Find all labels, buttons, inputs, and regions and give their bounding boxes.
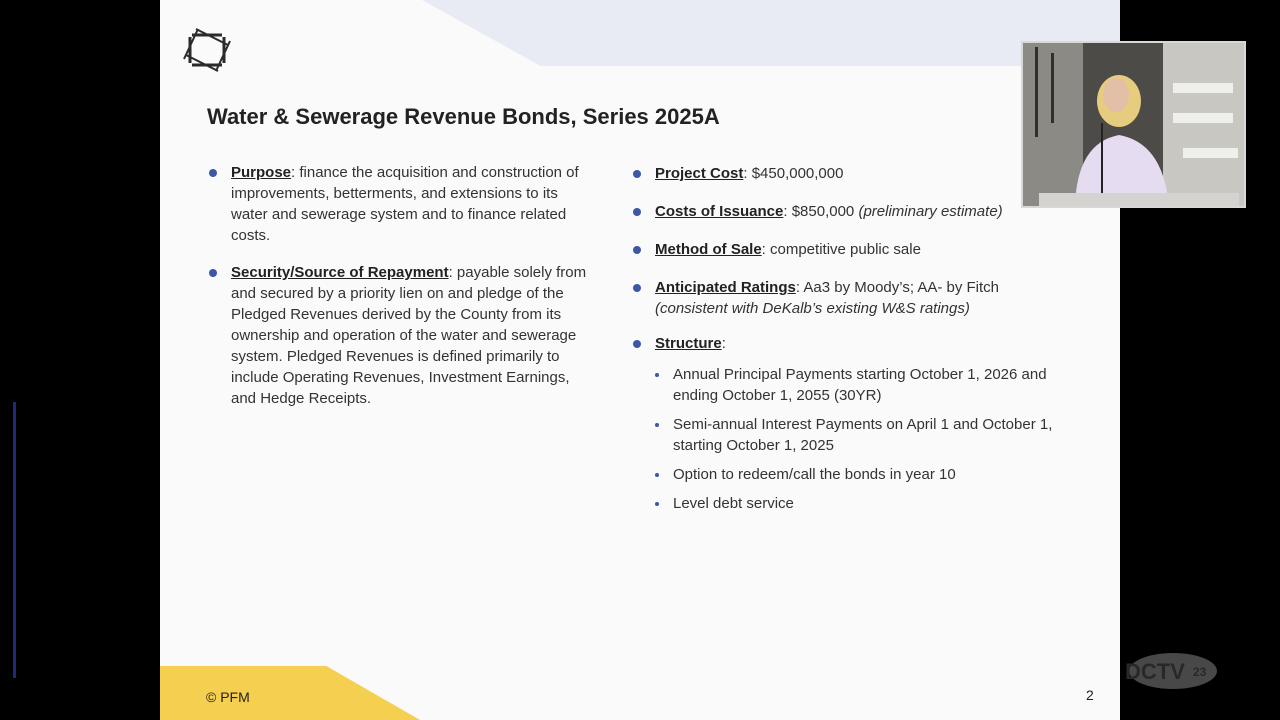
bullet-label: Security/Source of Repayment — [231, 264, 449, 281]
bullet-icon — [633, 284, 641, 292]
slide-title: Water & Sewerage Revenue Bonds, Series 2025A — [207, 104, 720, 129]
bullet-security — [208, 262, 588, 409]
bullet-text: : competitive public sale — [761, 241, 921, 258]
bullet-text: : payable solely from and secured by a priority lien on and pledge of the Pledged Revenues derived by the County from its ownership and operation of the water and sewerage system. Pledged Revenues is defined primarily to include Operating Revenues, Investment Earnings, and Hedge Receipts. — [231, 264, 587, 407]
bullet-label: Project Cost — [655, 165, 744, 182]
structure-item — [632, 364, 1072, 406]
bullet-purpose — [208, 162, 588, 246]
bullet-text: : Aa3 by Moody’s; AA- by Fitch — [795, 279, 1000, 296]
bullet-ratings — [632, 277, 1072, 319]
right-column — [632, 163, 1072, 514]
bullet-icon — [209, 269, 217, 277]
bullet-icon — [633, 208, 641, 216]
structure-item-text: Level debt service — [673, 495, 794, 512]
sub-bullet-icon — [655, 423, 659, 427]
bullet-label: Anticipated Ratings — [655, 279, 796, 296]
left-column — [208, 162, 588, 409]
sub-bullet-icon — [655, 373, 659, 377]
bottom-decor-band — [160, 666, 420, 720]
sub-bullet-icon — [655, 473, 659, 477]
dctv-watermark-icon — [1113, 650, 1219, 692]
page-number: 2 — [1086, 687, 1094, 703]
bullet-text: : $450,000,000 — [743, 165, 844, 182]
speaker-video-frame — [1023, 43, 1244, 206]
structure-item-text: Semi-annual Interest Payments on April 1 and October 1, starting October 1, 2025 — [673, 416, 1053, 454]
edge-bar — [13, 402, 16, 678]
structure-item-text: Option to redeem/call the bonds in year 10 — [673, 466, 956, 483]
top-decor-band — [422, 0, 1120, 66]
bullet-note: (consistent with DeKalb’s existing W&S ratings) — [655, 300, 970, 317]
watermark-channel: 23 — [1193, 665, 1207, 679]
sub-bullet-icon — [655, 502, 659, 506]
footer-copyright: © PFM — [206, 689, 250, 705]
watermark-text: DCTV — [1125, 659, 1185, 684]
bullet-icon — [209, 169, 217, 177]
bullet-text: : finance the acquisition and construction of improvements, betterments, and extensions to its water and sewerage system and to finance related costs. — [231, 164, 579, 244]
bullet-icon — [633, 340, 641, 348]
bullet-method-of-sale — [632, 239, 1072, 260]
bullet-note: (preliminary estimate) — [858, 203, 1003, 220]
pfm-logo-icon — [182, 27, 232, 73]
structure-item — [632, 414, 1072, 456]
bullet-text: : — [721, 335, 726, 352]
speaker-video-inset — [1021, 41, 1246, 208]
bullet-label: Costs of Issuance — [655, 203, 784, 220]
bullet-project-cost — [632, 163, 1072, 184]
bullet-costs-of-issuance — [632, 201, 1072, 222]
structure-item-text: Annual Principal Payments starting October 1, 2026 and ending October 1, 2055 (30YR) — [673, 366, 1047, 404]
bullet-icon — [633, 246, 641, 254]
bullet-icon — [633, 170, 641, 178]
structure-item — [632, 493, 1072, 514]
bullet-label: Purpose — [231, 164, 292, 181]
bullet-label: Structure — [655, 335, 722, 352]
bullet-text: : $850,000 — [783, 203, 859, 220]
bullet-structure — [632, 333, 1072, 354]
structure-item — [632, 464, 1072, 485]
bullet-label: Method of Sale — [655, 241, 762, 258]
presentation-slide — [160, 0, 1120, 720]
